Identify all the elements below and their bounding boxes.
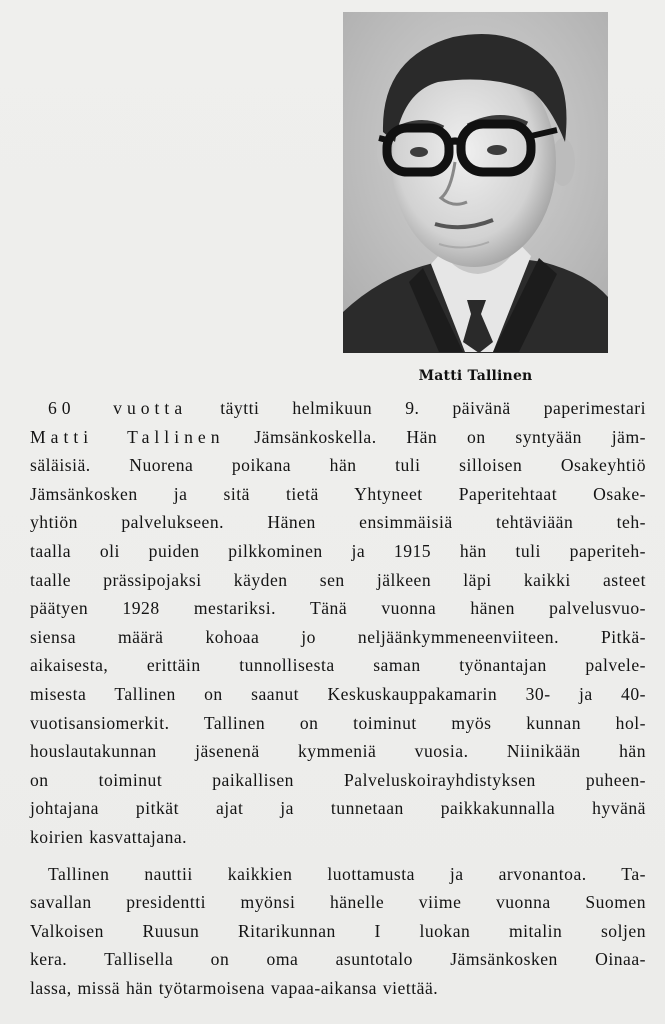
text-line: Tallinen nauttii kaikkien luottamusta ja arvonantoa. Ta-: [48, 863, 646, 884]
text-line: yhtiön palvelukseen. Hänen ensimmäisiä tehtäviään teh-: [30, 512, 646, 533]
portrait-photo: [343, 12, 608, 353]
text-line-spaced: Matti Tallinen: [30, 426, 225, 447]
text-line: Valkoisen Ruusun Ritarikunnan I luokan mitalin soljen: [30, 920, 646, 941]
article-body: [30, 394, 646, 1002]
text-line: taalle prässipojaksi käyden sen jälkeen läpi kaikki asteet: [30, 569, 646, 590]
text-line: savallan presidentti myönsi hänelle viime vuonna Suomen: [30, 892, 646, 913]
text-line: houslautakunnan jäsenenä kymmeniä vuosia. Niinikään hän: [30, 741, 646, 762]
text-line: siensa määrä kohoaa jo neljäänkymmeneenviiteen. Pitkä-: [30, 626, 646, 647]
photo-caption: Matti Tallinen: [418, 368, 533, 384]
text-line: [30, 423, 646, 452]
text-line: misesta Tallinen on saanut Keskuskauppakamarin 30- ja 40-: [30, 683, 646, 704]
text-line: lassa, missä hän työtarmoisena vapaa-aikansa viettää.: [30, 977, 439, 998]
text-line: taalla oli puiden pilkkominen ja 1915 hän tuli paperiteh-: [30, 540, 646, 561]
text-line: johtajana pitkät ajat ja tunnetaan paikkakunnalla hyvänä: [30, 798, 646, 819]
text-line-rest: Jämsänkoskella. Hän on syntyään jäm-: [254, 426, 646, 447]
text-line: Jämsänkosken ja sitä tietä Yhtyneet Paperitehtaat Osake-: [30, 483, 646, 504]
text-line: aikaisesta, erittäin tunnollisesta saman työnantajan palvele-: [30, 655, 646, 676]
text-line-rest: täytti helmikuun 9. päivänä paperimestari: [220, 398, 646, 418]
text-line: kera. Tallisella on oma asuntotalo Jämsänkosken Oinaa-: [30, 949, 646, 970]
text-line: koirien kasvattajana.: [30, 826, 188, 847]
text-line: vuotisansiomerkit. Tallinen on toiminut myös kunnan hol-: [30, 712, 646, 733]
text-line: säläisiä. Nuorena poikana hän tuli silloisen Osakeyhtiö: [30, 455, 646, 476]
paragraph-2: [30, 860, 646, 1003]
paragraph-1: [30, 394, 646, 852]
text-line: [30, 394, 646, 423]
text-line: on toiminut paikallisen Palveluskoirayhdistyksen puheen-: [30, 769, 646, 790]
text-line-spaced: 60 vuotta: [48, 398, 188, 418]
text-line: päätyen 1928 mestariksi. Tänä vuonna hänen palvelusvuo-: [30, 598, 646, 619]
